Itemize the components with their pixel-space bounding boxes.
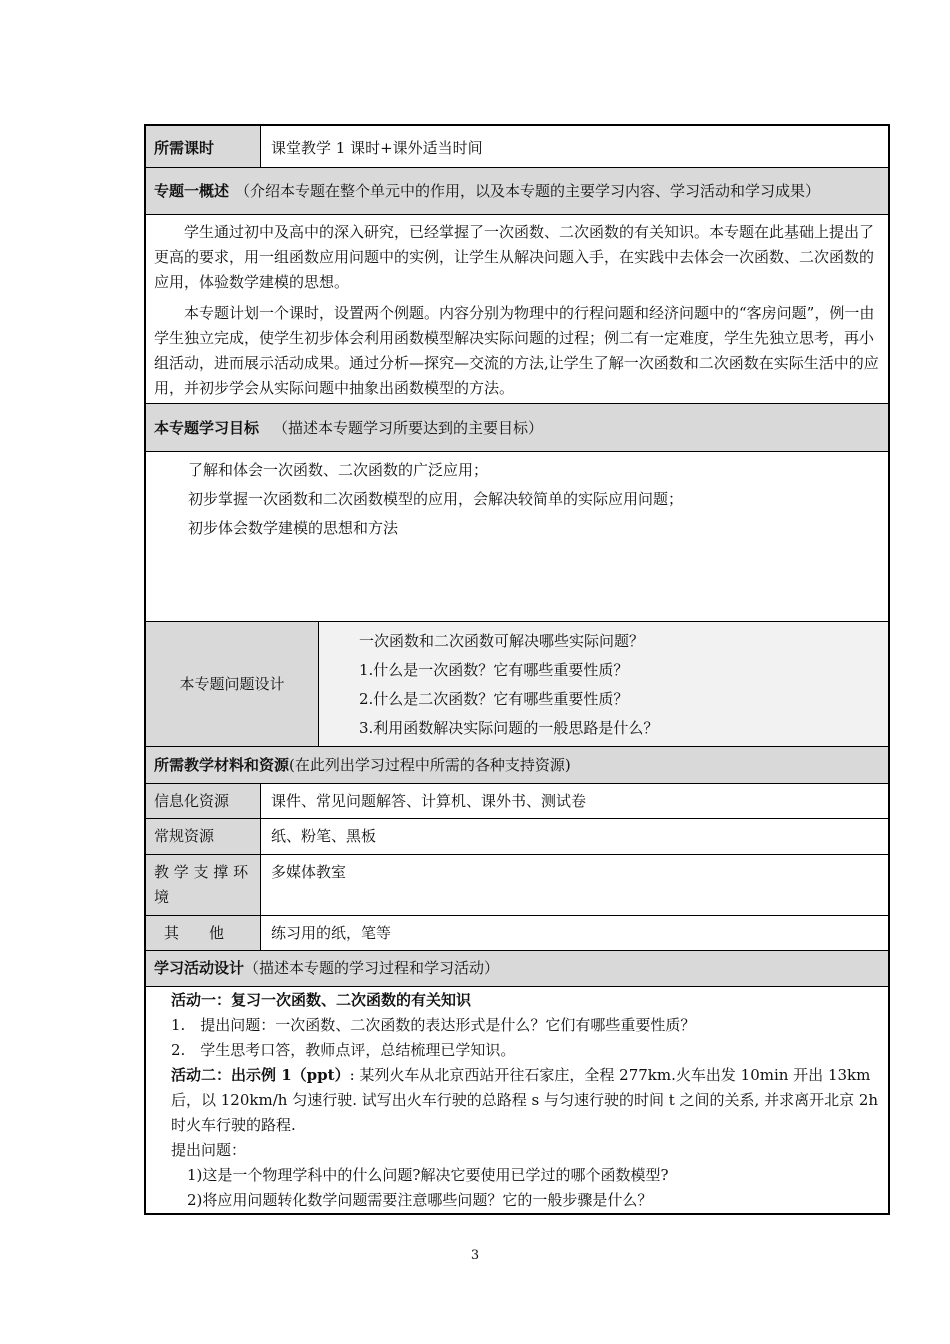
materials-header xyxy=(146,747,888,784)
ask-label: 提出问题： xyxy=(171,1141,247,1159)
ask-item: 1)这是一个物理学科中的什么问题?解决它要使用已学过的哪个函数模型? xyxy=(187,1166,669,1184)
material-value: 纸、粉笔、黑板 xyxy=(260,819,888,854)
overview-note: （介绍本专题在整个单元中的作用，以及本专题的主要学习内容、学习活动和学习成果） xyxy=(235,182,821,200)
ask-item: 2)将应用问题转化数学问题需要注意哪些问题？它的一般步骤是什么？ xyxy=(187,1191,653,1209)
activity-1-title: 活动一：复习一次函数、二次函数的有关知识 xyxy=(171,991,472,1009)
activity-2-title: 活动二：出示例 1（ppt） xyxy=(171,1066,350,1084)
hours-value: 课堂教学 1 课时+课外适当时间 xyxy=(260,126,888,167)
material-value: 课件、常见问题解答、计算机、课外书、测试卷 xyxy=(260,784,888,818)
activities-header xyxy=(146,951,888,987)
material-row-regular xyxy=(146,819,888,855)
question-item: 2.什么是二次函数？它有哪些重要性质？ xyxy=(359,690,629,708)
material-row-other xyxy=(146,916,888,951)
goal-item: 初步掌握一次函数和二次函数模型的应用，会解决较简单的实际应用问题； xyxy=(188,490,684,508)
activity-1-item: 1. 提出问题：一次函数、二次函数的表达形式是什么？它们有哪些重要性质？ xyxy=(171,1016,696,1034)
material-value: 多媒体教室 xyxy=(260,855,888,915)
goals-title: 本专题学习目标 xyxy=(154,419,260,437)
activities-note: （描述本专题的学习过程和学习活动） xyxy=(244,959,500,977)
material-value: 练习用的纸，笔等 xyxy=(260,916,888,950)
question-item: 3.利用函数解决实际问题的一般思路是什么？ xyxy=(359,719,659,737)
goal-item: 了解和体会一次函数、二次函数的广泛应用； xyxy=(188,461,489,479)
questions-row xyxy=(146,622,888,747)
hours-label: 所需课时 xyxy=(146,126,260,167)
question-item: 1.什么是一次函数？它有哪些重要性质？ xyxy=(359,661,629,679)
material-label: 其 他 xyxy=(146,916,260,950)
material-row-info xyxy=(146,784,888,819)
questions-label: 本专题问题设计 xyxy=(146,622,318,746)
overview-paragraph-2: 本专题计划一个课时，设置两个例题。内容分别为物理中的行程问题和经济问题中的“客房问题”，例一由学生独立完成，使学生初步体会利用函数模型解决实际问题的过程；例二有一定难度，学生先独立思考，再小组活动，进而展示活动成果。通过分析—探究—交流的方法,让学生了解一次函数和二次函数在实际生活中的应用，并初步学会从实际问题中抽象出函数模型的方法。 xyxy=(154,304,879,397)
goals-note: （描述本专题学习所要达到的主要目标） xyxy=(273,419,544,437)
goal-item: 初步体会数学建模的思想和方法 xyxy=(188,519,399,537)
goals-header xyxy=(146,404,888,452)
lesson-plan-table xyxy=(144,124,890,1215)
material-row-environment xyxy=(146,855,888,916)
activity-1-item: 2. 学生思考口答，教师点评，总结梳理已学知识。 xyxy=(171,1041,516,1059)
materials-title: 所需教学材料和资源 xyxy=(154,756,290,774)
activity-2-paragraph xyxy=(171,1063,882,1138)
overview-header xyxy=(146,168,888,215)
material-label: 信息化资源 xyxy=(146,784,260,818)
overview-body xyxy=(146,215,888,404)
activity-2-text: : 某列火车从北京西站开往石家庄，全程 277km.火车出发 10min 开出 13km 后，以 120km/h 匀速行驶. 试写出火车行驶的总路程 s 与匀速行驶的时间 t 之间的关系, 并求离开北京 2h 时火车行驶的路程. xyxy=(171,1066,879,1134)
overview-title: 专题一概述 xyxy=(154,182,230,200)
materials-note: (在此列出学习过程中所需的各种支持资源) xyxy=(289,756,571,774)
page-number: 3 xyxy=(470,1248,480,1263)
question-item: 一次函数和二次函数可解决哪些实际问题？ xyxy=(359,632,645,650)
activities-title: 学习活动设计 xyxy=(154,959,245,977)
overview-paragraph-1: 学生通过初中及高中的深入研究，已经掌握了一次函数、二次函数的有关知识。本专题在此基础上提出了更高的要求，用一组函数应用问题中的实例，让学生从解决问题入手，在实践中去体会一次函数、二次函数的应用，体验数学建模的思想。 xyxy=(154,223,875,291)
goals-body xyxy=(146,452,888,622)
material-label: 教 学 支 撑 环 境 xyxy=(146,855,260,915)
hours-row xyxy=(146,126,888,168)
activities-body xyxy=(146,987,888,1213)
material-label: 常规资源 xyxy=(146,819,260,854)
